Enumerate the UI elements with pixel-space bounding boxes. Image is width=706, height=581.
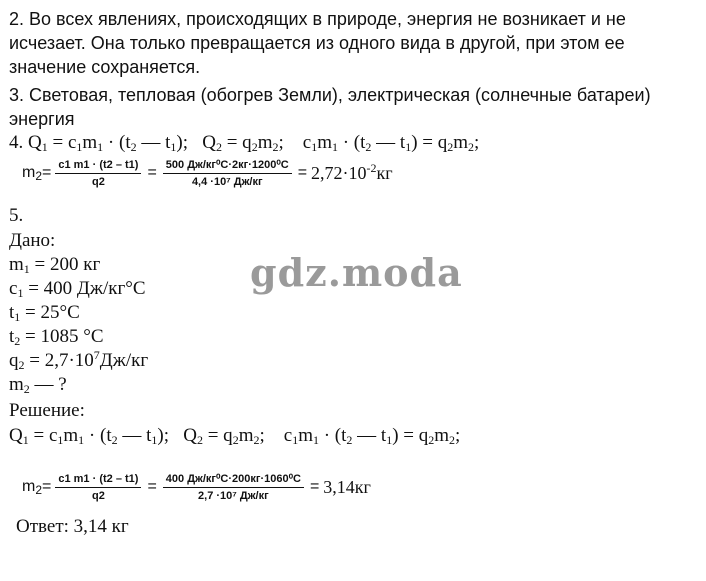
paragraph-2-line1: 2. Во всех явлениях, происходящих в природе, энергия не возникает и не: [9, 9, 626, 29]
fraction-numeric: [163, 472, 304, 502]
numerator-values: 400 Дж/кг⁰С·200кг·1060⁰С: [163, 472, 304, 488]
equation-5: $Q_1 = c_1m_1 \cdot (t_2$ — $t_1$); $Q_2 = q_2m_2$; $c_1m_1 \cdot (t_2$ — $t_1) = q_2m_2$;: [9, 425, 461, 447]
paragraph-3-line2: энергия: [9, 109, 75, 129]
item-number: 4.: [9, 132, 24, 153]
result-value: 3,14кг: [323, 476, 371, 497]
given-c1: $c_1 = 400$ Дж/кг°С: [9, 278, 146, 300]
given-q2: $q_2 = 2,7\cdot 10^7Дж/кг$: [9, 348, 149, 372]
given-t1: $t_1 = 25^\circ С$: [9, 302, 80, 324]
denominator-values: 2,7 ·10⁷ Дж/кг: [198, 490, 269, 502]
result-value: $2,72\cdot 10^{-2}кг$: [311, 160, 393, 183]
watermark: gdz.moda: [250, 250, 463, 295]
m2-label: $m_2=$: [22, 164, 52, 183]
fraction-row-4: $m_2=$ $\frac{c1 m1 \cdot (t2 - t1)}{q2}$ = $\frac{\text{500 Дж/кг⁰С·2кг·1200⁰С}}{\text{4,4 ·10⁷ Дж/кг}}$ = $2,72\cdot 10^{-2}кг$: [22, 158, 393, 188]
fraction-row-5: $m_2=$ $\frac{c1 m1 \cdot (t2 - t1)}{q2}$ = $\frac{\text{400 Дж/кг⁰С·200кг·1060⁰С}}{\text{2,7 ·10⁷ Дж/кг}}$ = 3,14кг: [22, 472, 371, 502]
solution-heading: Решение:: [9, 400, 85, 421]
unknown-m2: $m_2$ — ?: [9, 374, 67, 396]
denominator: q2: [91, 489, 105, 502]
equation-4: 4. $Q_1 = c_1m_1 \cdot (t_2$ — $t_1$); $Q_2 = q_2m_2$; $c_1m_1 \cdot (t_2$ — $t_1) = q_2m_2$;: [9, 132, 480, 154]
denominator: q2: [91, 175, 105, 188]
paragraph-2-line3: значение сохраняется.: [9, 57, 201, 77]
paragraph-2-line2: исчезает. Она только превращается из одного вида в другой, при этом ее: [9, 33, 625, 53]
numerator: c1 m1 · (t2 – t1): [55, 159, 141, 174]
given-m1: $m_1 = 200$ кг: [9, 254, 101, 276]
m2-label: $m_2=$: [22, 478, 52, 497]
given-t2: $t_2 = 1085$ °С: [9, 326, 104, 348]
numerator-values: 500 Дж/кг⁰С·2кг·1200⁰С: [163, 158, 292, 174]
numerator: c1 m1 · (t2 – t1): [55, 473, 141, 488]
given-heading: Дано:: [9, 230, 56, 251]
fraction-symbolic: [55, 159, 141, 188]
paragraph-3-line1: 3. Световая, тепловая (обогрев Земли), электрическая (солнечные батареи): [9, 85, 651, 105]
fraction-symbolic: [55, 473, 141, 502]
fraction-numeric: [163, 158, 292, 188]
section-5-number: 5.: [9, 205, 24, 226]
denominator-values: 4,4 ·10⁷ Дж/кг: [191, 176, 263, 188]
answer-line: Ответ: 3,14 кг: [16, 516, 129, 537]
